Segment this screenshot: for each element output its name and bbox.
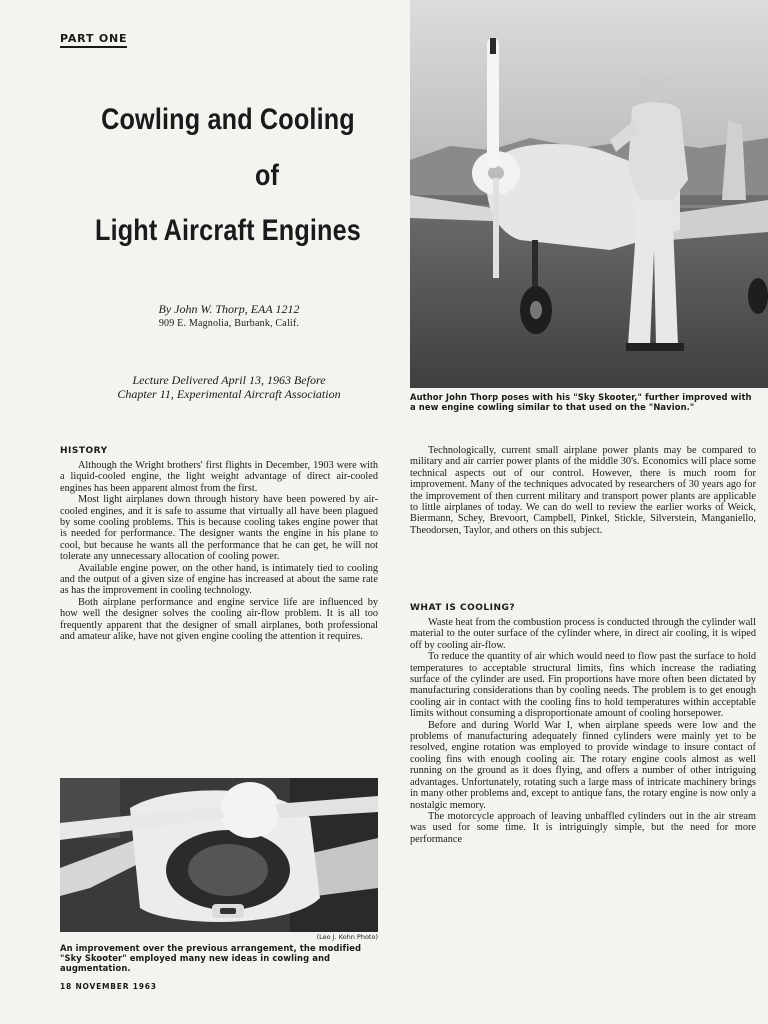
author-aircraft-photo (410, 0, 768, 388)
history-paragraph: Available engine power, on the other hand, is intimately tied to cooling and the output of a given size of engine has increased at about the same rate as has the improvement in cooling technology. (60, 562, 378, 597)
cooling-paragraph: Before and during World War I, when airplane speeds were low and the problems of manufacturing adequately finned cylinders were mainly yet to be resolved, engine rotation was employed to provide windage to insure contact of cooling fins with enough cooling air. The rotary engine cools almost as well running on the ground as it does flying, and offers a number of other intriguing advantages. Unfortunately, rotating such a large mass of intricate machinery brings in many other problems and, except to antique fans, the rotary engine is now only a nostalgic memory. (410, 719, 756, 811)
history-paragraph: Although the Wright brothers' first flights in December, 1903 were with a liquid-cooled engine, the light weight advantage of direct air-cooled engines has been apparent almost from the first. (60, 460, 378, 494)
cooling-paragraph: The motorcycle approach of leaving unbaffled cylinders out in the air stream was used for some time. It is intriguingly simple, but the need for more performance (410, 810, 756, 845)
cooling-paragraph: To reduce the quantity of air which would need to flow past the surface to hold temperatures to acceptable structural limits, fins which increase the radiating surface of the cylinder are used. Fin proportions have more often been dictated by manufacturing considerations than by cooling needs. The problem is to get enough cooling air in contact with the cooling fins to hold temperatures within acceptable limits without consuming a disproportionate amount of cooling horsepower. (410, 651, 756, 720)
part-label: PART ONE (60, 32, 127, 48)
bottom-photo-caption: An improvement over the previous arrangement, the modified "Sky Skooter" employed many new ideas in cowling and augmentation. (60, 943, 362, 973)
intro-paragraph: Technologically, current small airplane power plants may be compared to military and air carrier power plants of the middle 30's. Economics will place some technical aspects out of our control. However, there is much room for improvement. Many of the techniques advocated by researchers of 30 years ago for the improvement of then current military and transport power plants are applicable to little airplanes of today. We can do well to review the earlier works of Weick, Biermann, Schey, Brevoort, Campbell, Pinkel, Stickle, Silverstein, Manganiello, Theodorsen, Taylor, and others on this subject. (410, 445, 756, 536)
lecture-line-1: Lecture Delivered April 13, 1963 Before (132, 373, 326, 387)
what-is-cooling-heading: WHAT IS COOLING? (410, 603, 516, 613)
lecture-line-2: Chapter 11, Experimental Aircraft Association (117, 387, 341, 401)
top-photo-caption: Author John Thorp poses with his "Sky Skooter," further improved with a new engine cowling similar to that used on the "Navion." (410, 392, 752, 412)
title-line-3: Light Aircraft Engines (95, 214, 361, 247)
what-is-cooling-text (410, 617, 756, 845)
history-text (60, 460, 378, 643)
lecture-note (60, 373, 398, 401)
byline: By John W. Thorp, EAA 1212 (158, 302, 300, 316)
title-line-2: of (254, 159, 280, 192)
history-heading: HISTORY (60, 446, 108, 456)
sky-skooter-cowling-photo (60, 778, 378, 932)
photo-credit: (Leo J. Kohn Photo) (316, 933, 378, 941)
intro-text (410, 445, 756, 536)
cooling-paragraph: Waste heat from the combustion process is conducted through the cylinder wall material to the outer surface of the cylinder where, in direct air cooling, it is wiped off by cooling air-flow. (410, 617, 756, 651)
history-paragraph: Most light airplanes down through history have been powered by air-cooled engines, and it is safe to assume that virtually all have been plagued by some cooling problems. This is because cooling takes engine power that is needed for performance. The designer wants the engine in his plane to cool, but because he wants all the performance that he can get, he will not tolerate any unnecessary allocation of cooling power. (60, 494, 378, 563)
page-footer: 18 NOVEMBER 1963 (60, 982, 157, 991)
title-line-1: Cowling and Cooling (101, 103, 355, 136)
history-paragraph: Both airplane performance and engine service life are influenced by how well the designer solves the cooling air-flow problem. It is all too frequently apparent that the designer of small airplanes, both professional and amateur alike, have not given engine cooling the attention it requires. (60, 596, 378, 643)
author-address: 909 E. Magnolia, Burbank, Calif. (158, 318, 300, 329)
